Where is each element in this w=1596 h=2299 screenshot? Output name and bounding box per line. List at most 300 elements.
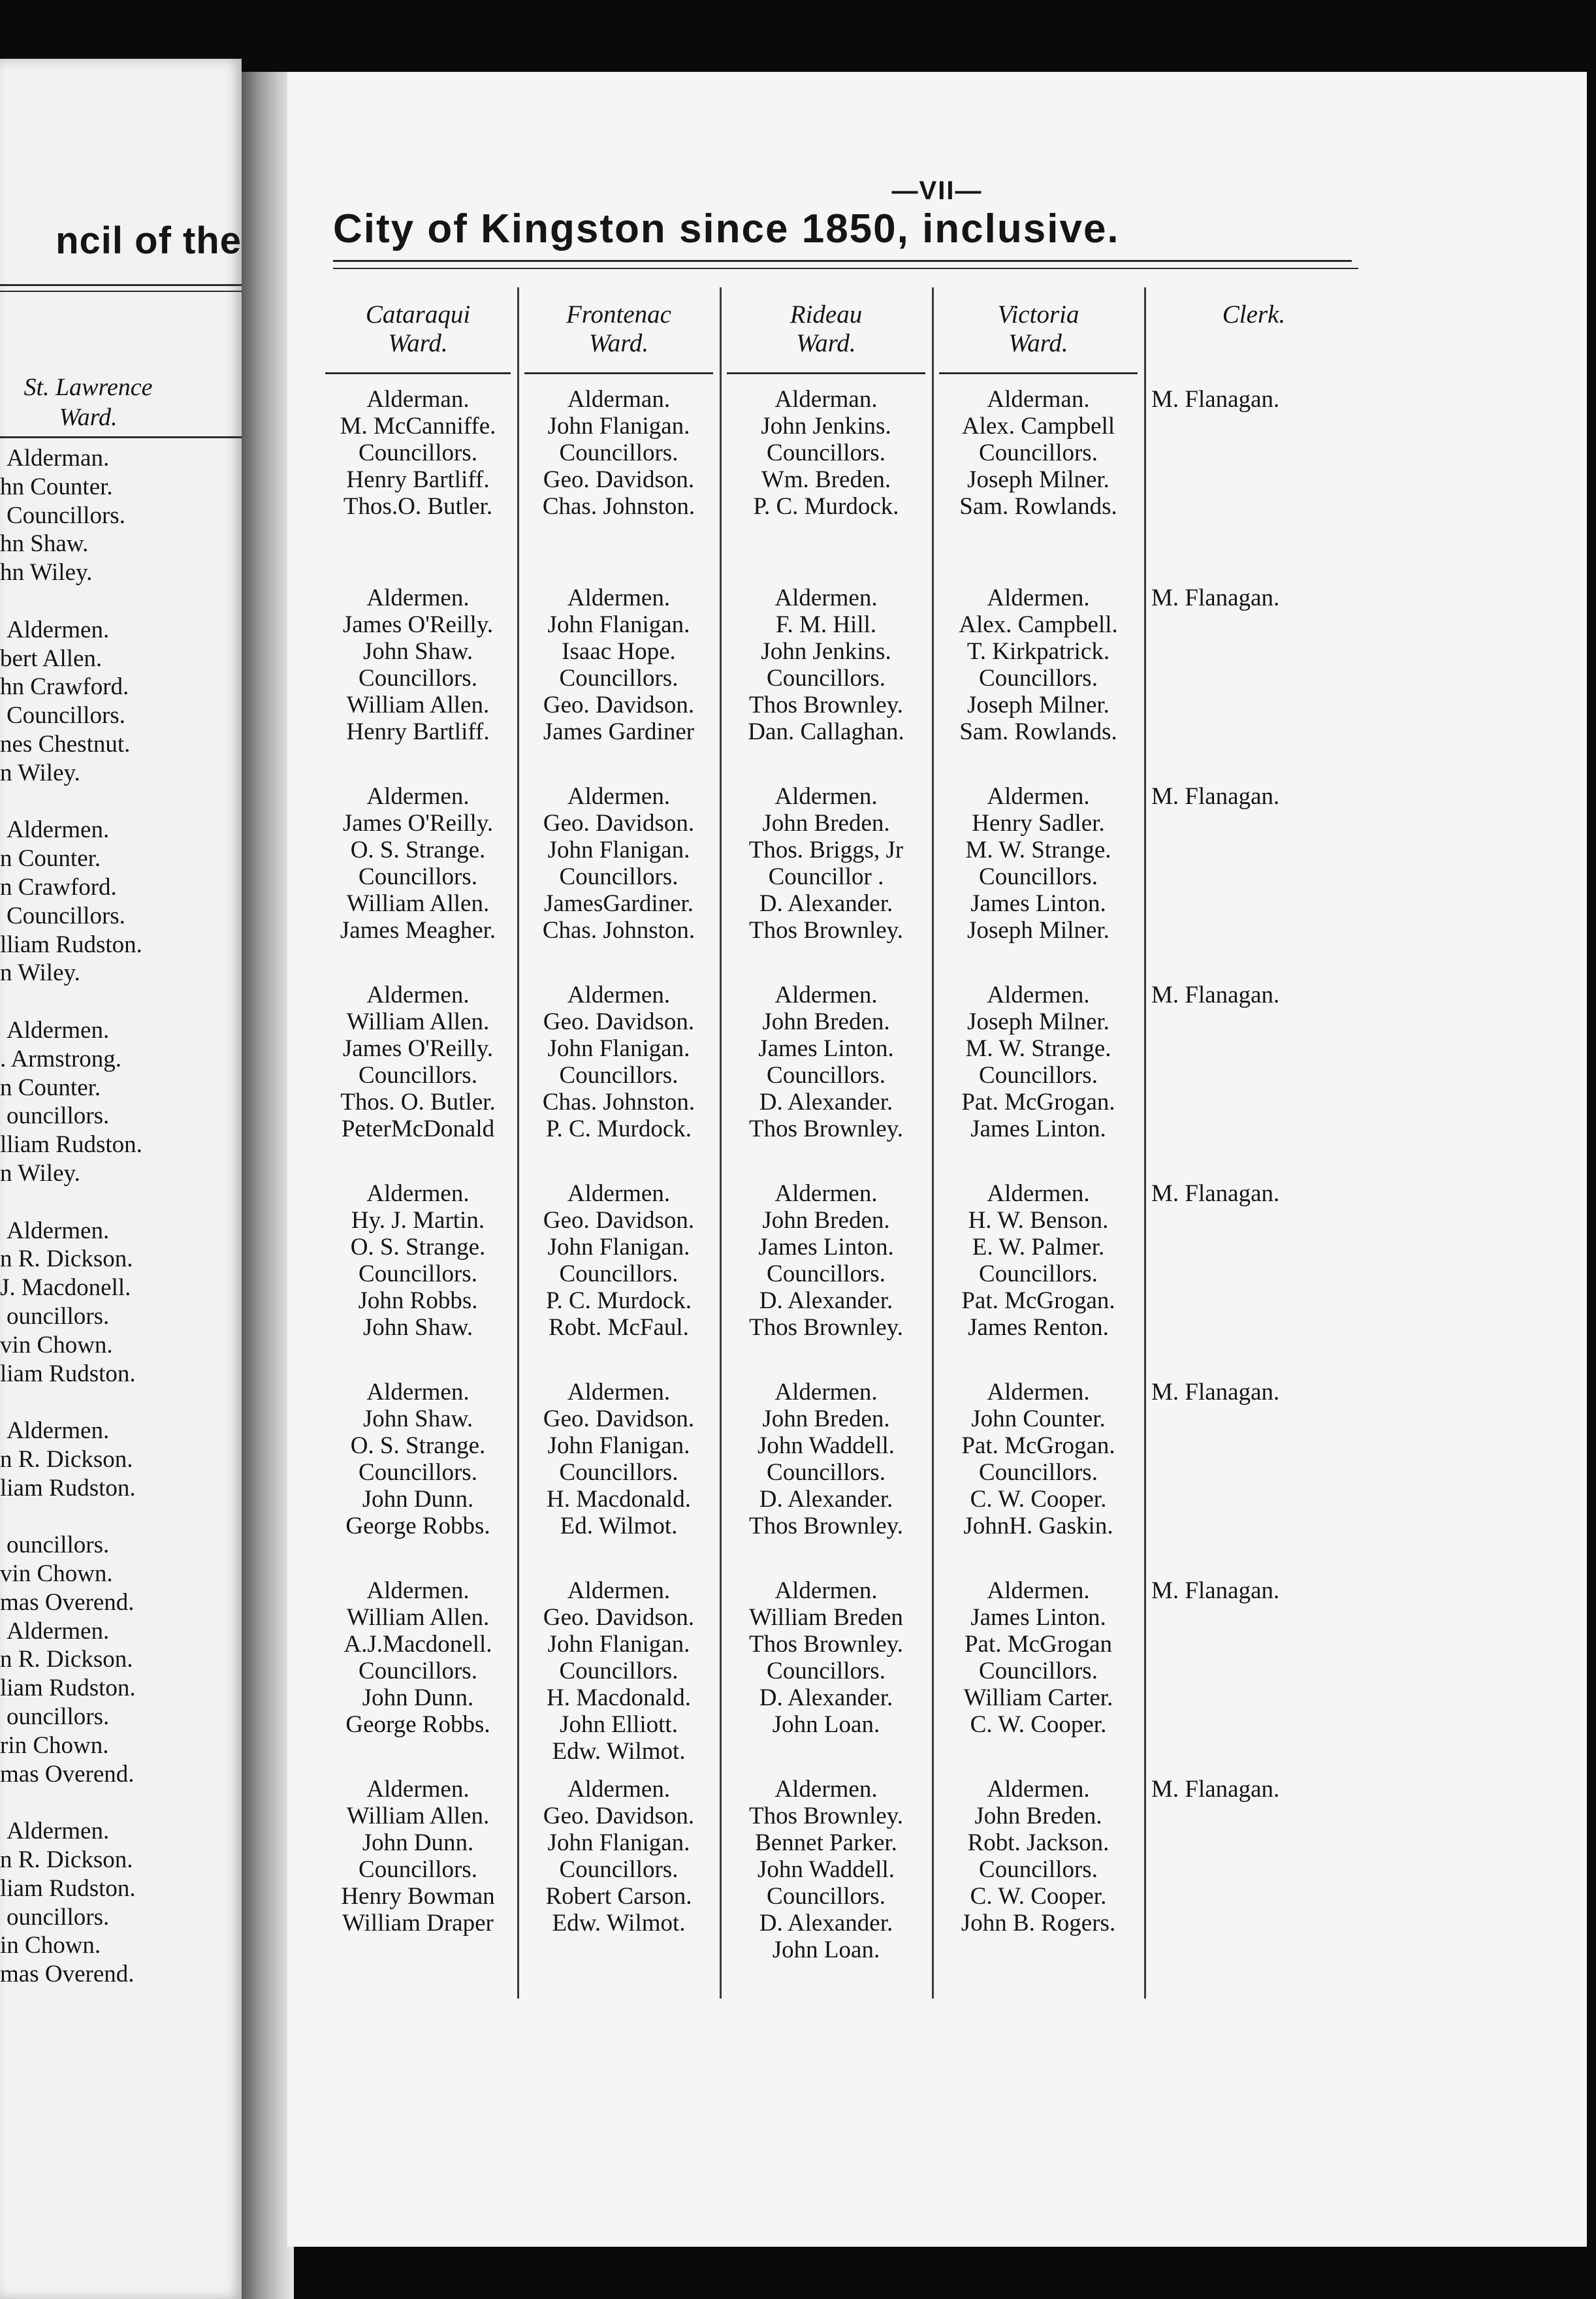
year-entry <box>1146 783 1362 982</box>
entry-line: Alderman. <box>567 386 671 413</box>
entry-line: Geo. Davidson. <box>543 1207 695 1234</box>
ward-entry-line: n Counter. <box>0 845 101 873</box>
ward-entry-line: n R. Dickson. <box>0 1445 133 1473</box>
ward-entry-line: Aldermen. <box>7 616 110 643</box>
ward-entry-line: n R. Dickson. <box>0 1246 133 1273</box>
entry-line: Thos Brownley. <box>748 692 904 718</box>
entry-line: M. Flanagan. <box>1151 1180 1280 1207</box>
entry-line: Councillors. <box>559 440 678 466</box>
entry-line: Aldermen. <box>774 982 878 1008</box>
entry-line: Thos Brownley. <box>748 1116 904 1142</box>
year-entry <box>722 982 931 1180</box>
entry-line: Alderman. <box>987 386 1090 413</box>
entry-line: Aldermen. <box>567 1776 671 1803</box>
entry-line: William Allen. <box>346 890 490 917</box>
ward-entry-line: Councillors. <box>7 502 125 529</box>
year-entry <box>722 1379 931 1577</box>
entry-line: Aldermen. <box>774 783 878 810</box>
year-entry <box>320 1379 516 1577</box>
entry-line: Councillors. <box>359 665 477 692</box>
ward-entry-line: vin Chown. <box>0 1560 113 1588</box>
year-entry <box>320 982 516 1180</box>
entry-line: Aldermen. <box>987 585 1090 611</box>
entry-line: William Allen. <box>346 1803 490 1829</box>
ward-entry-line: Aldermen. <box>7 1217 110 1244</box>
spacer <box>0 788 242 816</box>
entry-line: Councillors. <box>559 1856 678 1883</box>
entry-line: Wm. Breden. <box>761 466 891 493</box>
spacer <box>0 587 242 616</box>
year-entry <box>519 386 718 585</box>
entry-line: H. W. Benson. <box>968 1207 1109 1234</box>
entry-line: Hy. J. Martin. <box>351 1207 485 1234</box>
entry-line: John Breden. <box>974 1803 1102 1829</box>
entry-line: Aldermen. <box>567 982 671 1008</box>
entry-line: Aldermen. <box>774 585 878 611</box>
entry-line: Joseph Milner. <box>967 466 1109 493</box>
entry-line: Councillors. <box>559 1658 678 1684</box>
entry-line: M. W. Strange. <box>965 837 1111 863</box>
entry-line: John Breden. <box>762 1207 890 1234</box>
entry-line: Joseph Milner. <box>967 1008 1109 1035</box>
ward-entry-line: liam Rudston. <box>0 1474 136 1502</box>
title-rule <box>333 260 1352 262</box>
entry-line: John Jenkins. <box>761 413 891 440</box>
entry-line: Alderman. <box>774 386 878 413</box>
year-entry <box>722 1577 931 1776</box>
entry-line: H. Macdonald. <box>547 1684 691 1711</box>
ward-entry-line: rin Chown. <box>0 1731 109 1759</box>
entry-line: Chas. Johnston. <box>542 493 695 520</box>
entry-line: John Breden. <box>762 810 890 837</box>
ward-entry-line: mas Overend. <box>0 1961 135 1988</box>
entry-line: Aldermen. <box>567 1180 671 1207</box>
year-entry <box>1146 1379 1362 1577</box>
entry-line: Councillors. <box>359 1261 477 1287</box>
entry-line: Henry Bartliff. <box>346 466 490 493</box>
entry-line: Thos Brownley. <box>748 1314 904 1341</box>
year-entry <box>519 1577 718 1776</box>
page-vii <box>287 72 1587 2247</box>
entry-line: Councillors. <box>767 665 886 692</box>
column-header-rule <box>727 372 925 374</box>
ward-entry-line: hn Shaw. <box>0 530 89 558</box>
ward-entry-line: n Wiley. <box>0 759 80 786</box>
column-header-rule <box>325 372 511 374</box>
ward-entry-line: n Wiley. <box>0 1159 80 1187</box>
entry-line: M. Flanagan. <box>1151 1577 1280 1604</box>
ward-entry-line: n Wiley. <box>0 959 80 987</box>
entry-line: M. McCanniffe. <box>340 413 496 440</box>
entry-line: Councillors. <box>359 1459 477 1486</box>
column-header: Cataraqui Ward. <box>365 300 471 357</box>
entry-line: James Gardiner <box>543 718 695 745</box>
entry-line: Henry Sadler. <box>972 810 1105 837</box>
column-victoria <box>934 294 1143 1974</box>
entry-line: Joseph Milner. <box>967 692 1109 718</box>
entry-line: Aldermen. <box>567 783 671 810</box>
year-entry <box>1146 585 1362 783</box>
ward-entry-line: ouncillors. <box>7 1532 110 1559</box>
spacer <box>0 1388 242 1417</box>
entry-line: Aldermen. <box>774 1379 878 1406</box>
entry-line: D. Alexander. <box>759 1684 893 1711</box>
entry-line: H. Macdonald. <box>547 1486 691 1513</box>
column-header: Clerk. <box>1222 300 1286 329</box>
entry-line: Thos Brownley. <box>748 1513 904 1539</box>
ward-entry-line: ouncillors. <box>7 1102 110 1130</box>
previous-page <box>0 59 242 2299</box>
entry-line: Aldermen. <box>567 1577 671 1604</box>
entry-line: Thos Brownley. <box>748 1803 904 1829</box>
year-entry <box>934 1379 1143 1577</box>
entry-line: D. Alexander. <box>759 890 893 917</box>
year-entry <box>320 585 516 783</box>
entry-line: John Flanigan. <box>547 1829 690 1856</box>
year-entry <box>934 982 1143 1180</box>
entry-line: Sam. Rowlands. <box>959 493 1117 520</box>
entry-line: Aldermen. <box>567 585 671 611</box>
entry-line: John Flanigan. <box>547 1631 690 1658</box>
entry-line: William Allen. <box>346 1604 490 1631</box>
st-lawrence-ward-entries <box>0 444 242 1989</box>
year-entry <box>519 783 718 982</box>
column-clerk <box>1146 294 1362 1974</box>
entry-line: Aldermen. <box>366 783 470 810</box>
entry-line: John Shaw. <box>362 1406 473 1432</box>
ward-header-rule <box>0 436 242 438</box>
entry-line: Aldermen. <box>774 1577 878 1604</box>
entry-line: William Allen. <box>346 1008 490 1035</box>
entry-line: M. Flanagan. <box>1151 1776 1280 1803</box>
entry-line: Aldermen. <box>366 1776 470 1803</box>
year-entry <box>722 1776 931 1974</box>
ward-entry-line: ouncillors. <box>7 1903 110 1931</box>
entry-line: Aldermen. <box>987 1379 1090 1406</box>
entry-line: James Meagher. <box>340 917 496 944</box>
entry-line: John Loan. <box>772 1937 880 1963</box>
year-entry <box>519 585 718 783</box>
title-rule-thin <box>333 268 1358 269</box>
ward-entry-line: Alderman. <box>7 445 110 472</box>
ward-entry-line: Aldermen. <box>7 1818 110 1845</box>
year-entry <box>1146 982 1362 1180</box>
entry-line: Pat. McGrogan <box>964 1631 1113 1658</box>
entry-line: Aldermen. <box>366 1379 470 1406</box>
entry-line: D. Alexander. <box>759 1910 893 1937</box>
entry-line: Aldermen. <box>366 585 470 611</box>
entry-line: Councillors. <box>559 1261 678 1287</box>
year-entry <box>1146 1776 1362 1974</box>
year-entry <box>519 1776 718 1974</box>
entry-line: Councillors. <box>979 1062 1098 1089</box>
entry-line: O. S. Strange. <box>350 1234 486 1261</box>
entry-line: Councillors. <box>767 440 886 466</box>
entry-line: William Breden <box>749 1604 903 1631</box>
year-entry <box>320 783 516 982</box>
entry-line: Aldermen. <box>774 1180 878 1207</box>
entry-line: John Flanigan. <box>547 1432 690 1459</box>
entry-line: Geo. Davidson. <box>543 810 695 837</box>
ward-entry-line: J. Macdonell. <box>0 1274 131 1302</box>
entry-line: George Robbs. <box>345 1711 490 1738</box>
entry-line: PeterMcDonald <box>341 1116 495 1142</box>
entry-line: JamesGardiner. <box>543 890 694 917</box>
st-lawrence-ward-header: St. Lawrence Ward. <box>24 374 153 431</box>
entry-line: John Dunn. <box>362 1684 474 1711</box>
column-divider <box>1144 287 1146 1999</box>
column-frontenac <box>519 294 718 1974</box>
entry-line: James Linton. <box>970 890 1106 917</box>
entry-line: Thos Brownley. <box>748 1631 904 1658</box>
entry-line: Councillors. <box>979 1261 1098 1287</box>
entry-line: Councillors. <box>767 1261 886 1287</box>
ward-entry-line: Aldermen. <box>7 816 110 844</box>
year-entry <box>934 1577 1143 1776</box>
column-header: Rideau Ward. <box>790 300 863 357</box>
entry-line: A.J.Macdonell. <box>343 1631 492 1658</box>
entry-line: Isaac Hope. <box>562 638 676 665</box>
ward-entry-line: Aldermen. <box>7 1417 110 1445</box>
entry-line: Councillors. <box>979 440 1098 466</box>
entry-line: Geo. Davidson. <box>543 466 695 493</box>
entry-line: Aldermen. <box>987 783 1090 810</box>
year-entry <box>1146 1180 1362 1379</box>
entry-line: C. W. Cooper. <box>970 1486 1107 1513</box>
entry-line: John Dunn. <box>362 1829 474 1856</box>
entry-line: E. W. Palmer. <box>972 1234 1105 1261</box>
year-entry <box>722 585 931 783</box>
entry-line: C. W. Cooper. <box>970 1883 1107 1910</box>
ward-entry-line: Councillors. <box>7 902 125 929</box>
column-divider <box>517 287 519 1999</box>
year-entry <box>320 1180 516 1379</box>
entry-line: James Linton. <box>758 1035 894 1062</box>
year-entry <box>934 783 1143 982</box>
entry-line: Councillors. <box>359 440 477 466</box>
entry-line: Henry Bartliff. <box>346 718 490 745</box>
entry-line: John Robbs. <box>358 1287 478 1314</box>
entry-line: John Flanigan. <box>547 1035 690 1062</box>
column-cataraqui <box>320 294 516 1974</box>
entry-line: Chas. Johnston. <box>542 917 695 944</box>
entry-line: Aldermen. <box>774 1776 878 1803</box>
entry-line: Councillors. <box>979 665 1098 692</box>
entry-line: T. Kirkpatrick. <box>966 638 1110 665</box>
entry-line: James Renton. <box>968 1314 1109 1341</box>
ward-entry-line: ouncillors. <box>7 1703 110 1731</box>
entry-line: Geo. Davidson. <box>543 692 695 718</box>
entry-line: William Allen. <box>346 692 490 718</box>
entry-line: M. Flanagan. <box>1151 386 1280 413</box>
book-gutter <box>242 72 294 2299</box>
entry-line: Pat. McGrogan. <box>961 1089 1115 1116</box>
entry-line: George Robbs. <box>345 1513 490 1539</box>
entry-line: Edw. Wilmot. <box>552 1910 686 1937</box>
entry-line: Aldermen. <box>987 1180 1090 1207</box>
entry-line: John Breden. <box>762 1406 890 1432</box>
ward-entry-line: in Chown. <box>0 1932 101 1959</box>
entry-line: Geo. Davidson. <box>543 1803 695 1829</box>
entry-line: Aldermen. <box>366 1180 470 1207</box>
year-entry <box>1146 1577 1362 1776</box>
previous-page-heading: ncil of the <box>56 219 242 262</box>
entry-line: M. Flanagan. <box>1151 982 1280 1008</box>
entry-line: John Loan. <box>772 1711 880 1738</box>
heading-rule-thin <box>0 291 242 292</box>
ward-entry-line: liam Rudston. <box>0 1675 136 1702</box>
entry-line: Alderman. <box>366 386 470 413</box>
ward-entry-line: lliam Rudston. <box>0 931 142 958</box>
column-header-rule <box>524 372 713 374</box>
entry-line: Councillors. <box>979 1459 1098 1486</box>
entry-line: Ed. Wilmot. <box>560 1513 678 1539</box>
entry-line: James O'Reilly. <box>342 1035 494 1062</box>
ward-entry-line: n Counter. <box>0 1074 101 1101</box>
year-entry <box>934 1180 1143 1379</box>
ward-entry-line: Councillors. <box>7 702 125 730</box>
entry-line: Robt. McFaul. <box>549 1314 689 1341</box>
entry-line: Dan. Callaghan. <box>748 718 904 745</box>
entry-line: John Breden. <box>762 1008 890 1035</box>
entry-line: Bennet Parker. <box>755 1829 897 1856</box>
year-entry <box>722 1180 931 1379</box>
entry-line: John Jenkins. <box>761 638 891 665</box>
entry-line: Councillors. <box>767 1459 886 1486</box>
entry-line: Thos. Briggs, Jr <box>748 837 904 863</box>
entry-line: Councillors. <box>359 863 477 890</box>
entry-line: Aldermen. <box>366 982 470 1008</box>
entry-line: Councillor . <box>768 863 884 890</box>
entry-line: James Linton. <box>758 1234 894 1261</box>
entry-line: John Shaw. <box>362 1314 473 1341</box>
entry-line: Aldermen. <box>366 1577 470 1604</box>
page-number: —VII— <box>891 176 983 205</box>
entry-line: Robt. Jackson. <box>967 1829 1109 1856</box>
entry-line: D. Alexander. <box>759 1287 893 1314</box>
entry-line: Councillors. <box>767 1658 886 1684</box>
ward-entry-line: Aldermen. <box>7 1016 110 1044</box>
year-entry <box>722 783 931 982</box>
entry-line: John Dunn. <box>362 1486 474 1513</box>
entry-line: John Waddell. <box>757 1432 895 1459</box>
entry-line: Geo. Davidson. <box>543 1604 695 1631</box>
entry-line: D. Alexander. <box>759 1486 893 1513</box>
entry-line: John Counter. <box>971 1406 1106 1432</box>
column-header: Victoria Ward. <box>997 300 1079 357</box>
entry-line: Thos Brownley. <box>748 917 904 944</box>
column-header: Frontenac Ward. <box>566 300 671 357</box>
entry-line: Councillors. <box>559 863 678 890</box>
entry-line: P. C. Murdock. <box>545 1287 692 1314</box>
entry-line: William Carter. <box>963 1684 1113 1711</box>
entry-line: Councillors. <box>979 1658 1098 1684</box>
entry-line: John Flanigan. <box>547 611 690 638</box>
entry-line: Pat. McGrogan. <box>961 1432 1115 1459</box>
year-entry <box>722 386 931 585</box>
entry-line: P. C. Murdock. <box>545 1116 692 1142</box>
year-entry <box>1146 386 1362 585</box>
entry-line: Councillors. <box>359 1856 477 1883</box>
ward-entry-line: nes Chestnut. <box>0 730 131 758</box>
entry-line: John Flanigan. <box>547 413 690 440</box>
ward-entry-line: bert Allen. <box>0 645 103 672</box>
entry-line: Geo. Davidson. <box>543 1406 695 1432</box>
entry-line: Aldermen. <box>987 982 1090 1008</box>
column-rideau <box>722 294 931 1974</box>
year-entry <box>934 1776 1143 1974</box>
entry-line: Councillors. <box>767 1062 886 1089</box>
column-divider <box>932 287 934 1999</box>
year-entry <box>320 386 516 585</box>
entry-line: Thos. O. Butler. <box>340 1089 496 1116</box>
entry-line: O. S. Strange. <box>350 837 486 863</box>
year-entry <box>320 1577 516 1776</box>
entry-line: Pat. McGrogan. <box>961 1287 1115 1314</box>
ward-entry-line: n R. Dickson. <box>0 1646 133 1673</box>
entry-line: O. S. Strange. <box>350 1432 486 1459</box>
entry-line: John Waddell. <box>757 1856 895 1883</box>
entry-line: Robert Carson. <box>545 1883 692 1910</box>
heading-rule <box>0 284 242 286</box>
spacer <box>0 1788 242 1817</box>
entry-line: Councillors. <box>559 665 678 692</box>
column-divider <box>720 287 722 1999</box>
ward-entry-line: lliam Rudston. <box>0 1131 142 1159</box>
entry-line: Aldermen. <box>567 1379 671 1406</box>
year-entry <box>519 982 718 1180</box>
entry-line: John B. Rogers. <box>961 1910 1116 1937</box>
year-entry <box>320 1776 516 1974</box>
entry-line: JohnH. Gaskin. <box>963 1513 1113 1539</box>
entry-line: Councillors. <box>559 1459 678 1486</box>
year-entry <box>519 1180 718 1379</box>
ward-entry-line: vin Chown. <box>0 1331 113 1358</box>
entry-line: Joseph Milner. <box>967 917 1109 944</box>
ward-entry-line: ouncillors. <box>7 1302 110 1330</box>
ward-entry-line: mas Overend. <box>0 1760 135 1788</box>
entry-line: C. W. Cooper. <box>970 1711 1107 1738</box>
entry-line: Alex. Campbell <box>961 413 1115 440</box>
entry-line: Councillors. <box>359 1658 477 1684</box>
ward-entry-line: liam Rudston. <box>0 1360 136 1387</box>
entry-line: Councillors. <box>979 1856 1098 1883</box>
spacer <box>0 1502 242 1531</box>
entry-line: James O'Reilly. <box>342 810 494 837</box>
entry-line: William Draper <box>342 1910 494 1937</box>
entry-line: John Shaw. <box>362 638 473 665</box>
entry-line: James Linton. <box>970 1604 1106 1631</box>
entry-line: Henry Bowman <box>341 1883 495 1910</box>
entry-line: M. Flanagan. <box>1151 1379 1280 1406</box>
entry-line: James O'Reilly. <box>342 611 494 638</box>
entry-line: M. Flanagan. <box>1151 585 1280 611</box>
year-entry <box>934 585 1143 783</box>
entry-line: Councillors. <box>359 1062 477 1089</box>
entry-line: M. W. Strange. <box>965 1035 1111 1062</box>
entry-line: John Elliott. <box>560 1711 678 1738</box>
ward-entry-line: mas Overend. <box>0 1588 135 1616</box>
spacer <box>0 988 242 1016</box>
entry-line: Alex. Campbell. <box>959 611 1118 638</box>
ward-entry-line: Aldermen. <box>7 1617 110 1645</box>
entry-line: P. C. Murdock. <box>753 493 899 520</box>
entry-line: Aldermen. <box>987 1776 1090 1803</box>
ward-entry-line: hn Crawford. <box>0 673 129 701</box>
ward-entry-line: . Armstrong. <box>0 1045 122 1072</box>
entry-line: Councillors. <box>767 1883 886 1910</box>
entry-line: Sam. Rowlands. <box>959 718 1117 745</box>
